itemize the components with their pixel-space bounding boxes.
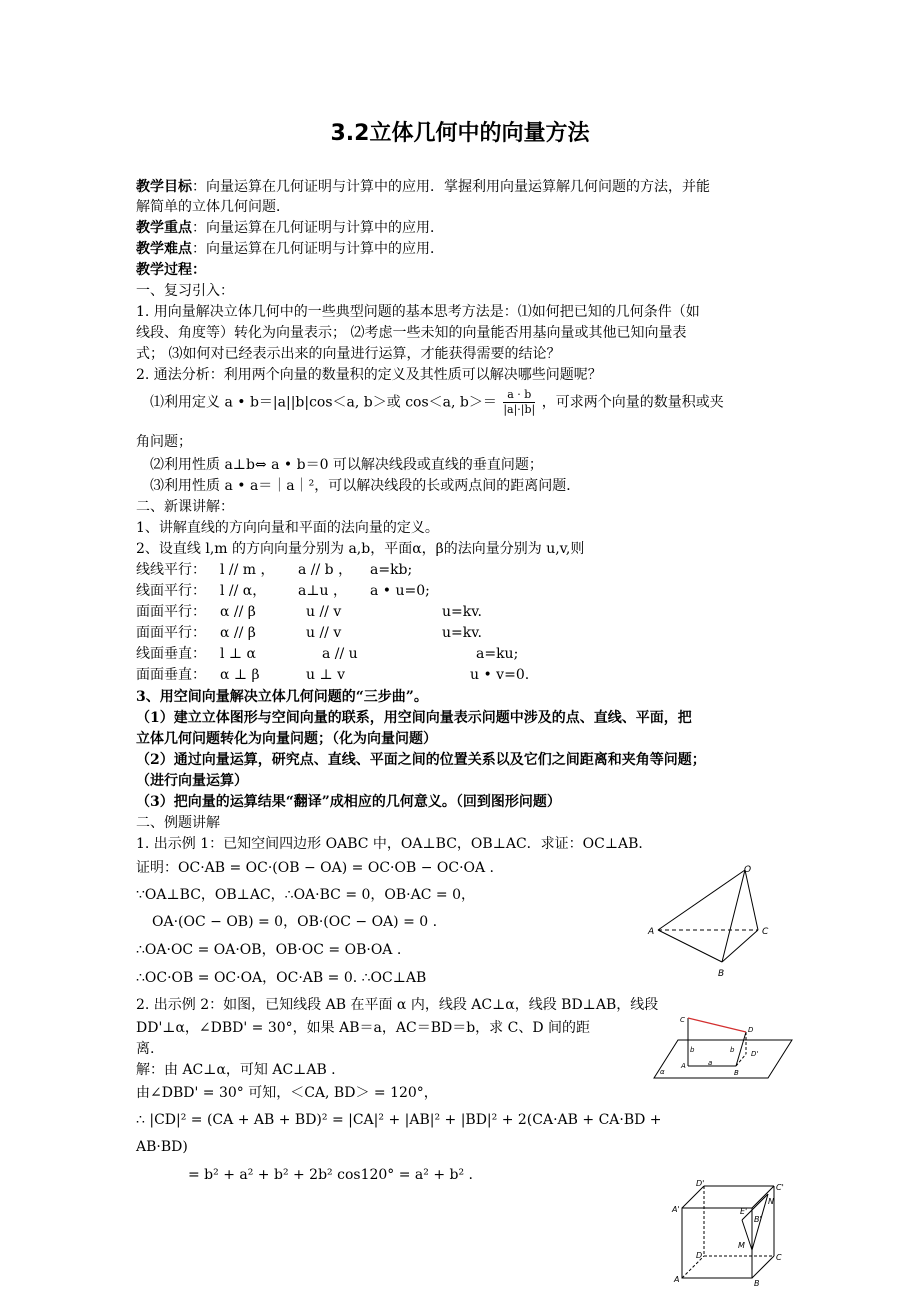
label-Eprime: E' <box>740 1207 748 1216</box>
difficulty-text: ：向量运算在几何证明与计算中的应用． <box>192 241 444 257</box>
example2-line2: DD'⊥α，∠DBD' = 30°，如果 AB＝a，AC＝BD＝b，求 C、D 间的距 <box>136 1020 591 1036</box>
three-steps-heading: 3、用空间向量解决立体几何问题的“三步曲”。 <box>136 689 428 705</box>
step2-line2: （进行向量运算） <box>136 773 248 789</box>
relation-a: α // β <box>220 604 256 620</box>
goal-line2: 解简单的立体几何问题． <box>136 199 290 215</box>
example1-statement: 1. 出示例 1：已知空间四边形 OABC 中，OA⊥BC，OB⊥AC．求证：OC⊥AB． <box>136 836 653 852</box>
label-A: A <box>674 1275 680 1284</box>
step3-line: （3）把向量的运算结果“翻译”成相应的几何意义。（回到图形问题） <box>136 794 561 810</box>
relation-a: l // m ， <box>220 562 275 578</box>
cube-figure <box>668 1178 788 1300</box>
label-a: a <box>708 1059 713 1067</box>
example1-proof4: ∴OA·OC = OA·OB，OB·OC = OB·OA . <box>136 942 402 958</box>
relation-c: u=kv. <box>442 604 482 620</box>
example1-proof5: ∴OC·OB = OC·OA，OC·AB = 0. ∴OC⊥AB <box>136 970 427 986</box>
relation-row <box>136 560 792 580</box>
newlesson-heading: 二、新课讲解： <box>136 499 234 515</box>
review-p2: 2. 通法分析：利用两个向量的数量积的定义及其性质可以解决哪些问题呢？ <box>136 367 602 383</box>
relation-b: a⊥u ， <box>298 583 347 599</box>
example2-sol1: 解：由 AC⊥α，可知 AC⊥AB . <box>136 1062 336 1078</box>
label-O: O <box>744 865 752 875</box>
relation-c: a • u=0; <box>370 583 430 599</box>
example1-proof1: 证明：OC·AB = OC·(OB − OA) = OC·OB − OC·OA . <box>136 860 495 876</box>
key-label: 教学重点 <box>136 220 192 236</box>
review-p1a: 1. 用向量解决立体几何中的一些典型问题的基本思考方法是：⑴如何把已知的几何条件（如 <box>136 304 700 320</box>
relation-row <box>136 602 792 622</box>
relation-name: 线面垂直： <box>136 646 206 662</box>
relation-name: 线线平行： <box>136 562 206 578</box>
relation-row <box>136 665 792 685</box>
newlesson-l2: 2、设直线 l,m 的方向向量分别为 a,b，平面α，β的法向量分别为 u,v,则 <box>136 541 585 557</box>
relation-a: l // α， <box>220 583 267 599</box>
label-b2: b <box>730 1046 735 1054</box>
relation-name: 面面垂直： <box>136 667 206 683</box>
label-A: A <box>648 927 655 937</box>
plane-figure <box>648 1010 793 1082</box>
relation-a: α ⊥ β <box>220 667 260 683</box>
label-B: B <box>734 1069 739 1077</box>
key-text: ：向量运算在几何证明与计算中的应用． <box>192 220 444 236</box>
label-b1: b <box>690 1046 695 1054</box>
review-p1b: 线段、角度等）转化为向量表示； ⑵考虑一些未知的向量能否用基向量或其他已知向量表 <box>136 325 687 341</box>
tetrahedron-figure <box>640 860 790 980</box>
relation-name: 面面平行： <box>136 604 206 620</box>
label-alpha: α <box>660 1068 665 1076</box>
example1-proof3: OA·(OC − OB) = 0，OB·(OC − OA) = 0 . <box>152 914 438 930</box>
step1-line1: （1）建立立体图形与空间向量的联系，用空间向量表示问题中涉及的点、直线、平面，把 <box>136 710 692 726</box>
label-M: M <box>738 1241 745 1250</box>
review-p3 <box>150 388 792 417</box>
key-line <box>136 218 792 238</box>
fraction <box>503 388 535 417</box>
goal-line1 <box>136 177 792 197</box>
review-p3a: ⑴利用定义 a • b＝|a||b|cos＜a, b＞或 cos＜a, b＞＝ <box>150 394 497 411</box>
relation-b: u // v <box>306 625 342 641</box>
review-p1c: 式； ⑶如何对已经表示出来的向量进行运算，才能获得需要的结论？ <box>136 346 561 362</box>
relation-c: a=ku; <box>476 646 519 662</box>
newlesson-l1: 1、讲解直线的方向向量和平面的法向量的定义。 <box>136 520 439 536</box>
relation-b: a // u <box>322 646 358 662</box>
label-B: B <box>754 1279 760 1288</box>
relation-c: u • v=0. <box>470 667 530 683</box>
review-p3b: ，可求两个向量的数量积或夹 <box>541 394 724 411</box>
step2-line1: （2）通过向量运算，研究点、直线、平面之间的位置关系以及它们之间距离和夹角等问题； <box>136 752 706 768</box>
label-N: N <box>768 1197 774 1206</box>
relation-a: α // β <box>220 625 256 641</box>
example2-line1: 2. 出示例 2：如图，已知线段 AB 在平面 α 内，线段 AC⊥α，线段 BD⊥AB，线段 <box>136 997 659 1013</box>
label-Cprime: C' <box>776 1183 784 1192</box>
review-p4: ⑵利用性质 a⊥b⇔ a • b＝0 可以解决线段或直线的垂直问题； <box>150 457 543 473</box>
goal-text: ：向量运算在几何证明与计算中的应用．掌握利用向量运算解几何问题的方法，并能 <box>192 179 710 195</box>
goal-label: 教学目标 <box>136 179 192 195</box>
label-B: B <box>718 969 725 979</box>
step1-line2: 立体几何问题转化为向量问题；（化为向量问题） <box>136 731 437 747</box>
fraction-den: |a|·|b| <box>503 403 536 416</box>
review-p5: ⑶利用性质 a • a＝｜a｜²，可以解决线段的长或两点间的距离问题． <box>150 478 581 494</box>
relation-b: a // b ， <box>298 562 353 578</box>
example1-proof2: ∵OA⊥BC，OB⊥AC，∴OA·BC = 0，OB·AC = 0， <box>136 887 475 903</box>
examples-heading: 二、例题讲解 <box>136 815 220 831</box>
label-C: C <box>680 1016 685 1024</box>
example2-sol4: AB·BD) <box>136 1139 188 1155</box>
relation-row <box>136 581 792 601</box>
difficulty-label: 教学难点 <box>136 241 192 257</box>
review-heading: 一、复习引入： <box>136 283 234 299</box>
review-p3c: 角问题； <box>136 434 192 450</box>
label-C: C <box>762 927 769 937</box>
relation-name: 线面平行： <box>136 583 206 599</box>
relation-a: l ⊥ α <box>220 646 256 662</box>
relation-b: u ⊥ v <box>306 667 345 683</box>
relation-c: u=kv. <box>442 625 482 641</box>
relation-row <box>136 644 792 664</box>
label-Aprime: A' <box>672 1205 680 1214</box>
label-A: A <box>681 1062 686 1070</box>
label-C: C <box>776 1253 782 1262</box>
label-Dprime: D' <box>751 1050 759 1058</box>
example2-sol5: = b² + a² + b² + 2b² cos120° = a² + b² . <box>188 1167 473 1183</box>
example2-sol2: 由∠DBD' = 30° 可知，＜CA, BD＞ = 120°， <box>136 1085 438 1101</box>
fraction-num: a · b <box>503 388 535 403</box>
example2-line3: 离. <box>136 1041 155 1057</box>
page-title: 3.2立体几何中的向量方法 <box>330 121 590 146</box>
relation-c: a=kb; <box>370 562 413 578</box>
example2-sol3: ∴ |CD|² = (CA + AB + BD)² = |CA|² + |AB|² + |BD|² + 2(CA·AB + CA·BD + <box>136 1112 662 1128</box>
process-heading: 教学过程： <box>136 262 206 278</box>
label-Dprime: D' <box>696 1179 705 1188</box>
relation-name: 面面平行： <box>136 625 206 641</box>
label-Bprime: B' <box>754 1215 762 1224</box>
relation-row <box>136 623 792 643</box>
label-D: D <box>696 1251 703 1260</box>
relation-b: u // v <box>306 604 342 620</box>
label-D: D <box>748 1026 754 1034</box>
difficulty-line <box>136 239 792 259</box>
